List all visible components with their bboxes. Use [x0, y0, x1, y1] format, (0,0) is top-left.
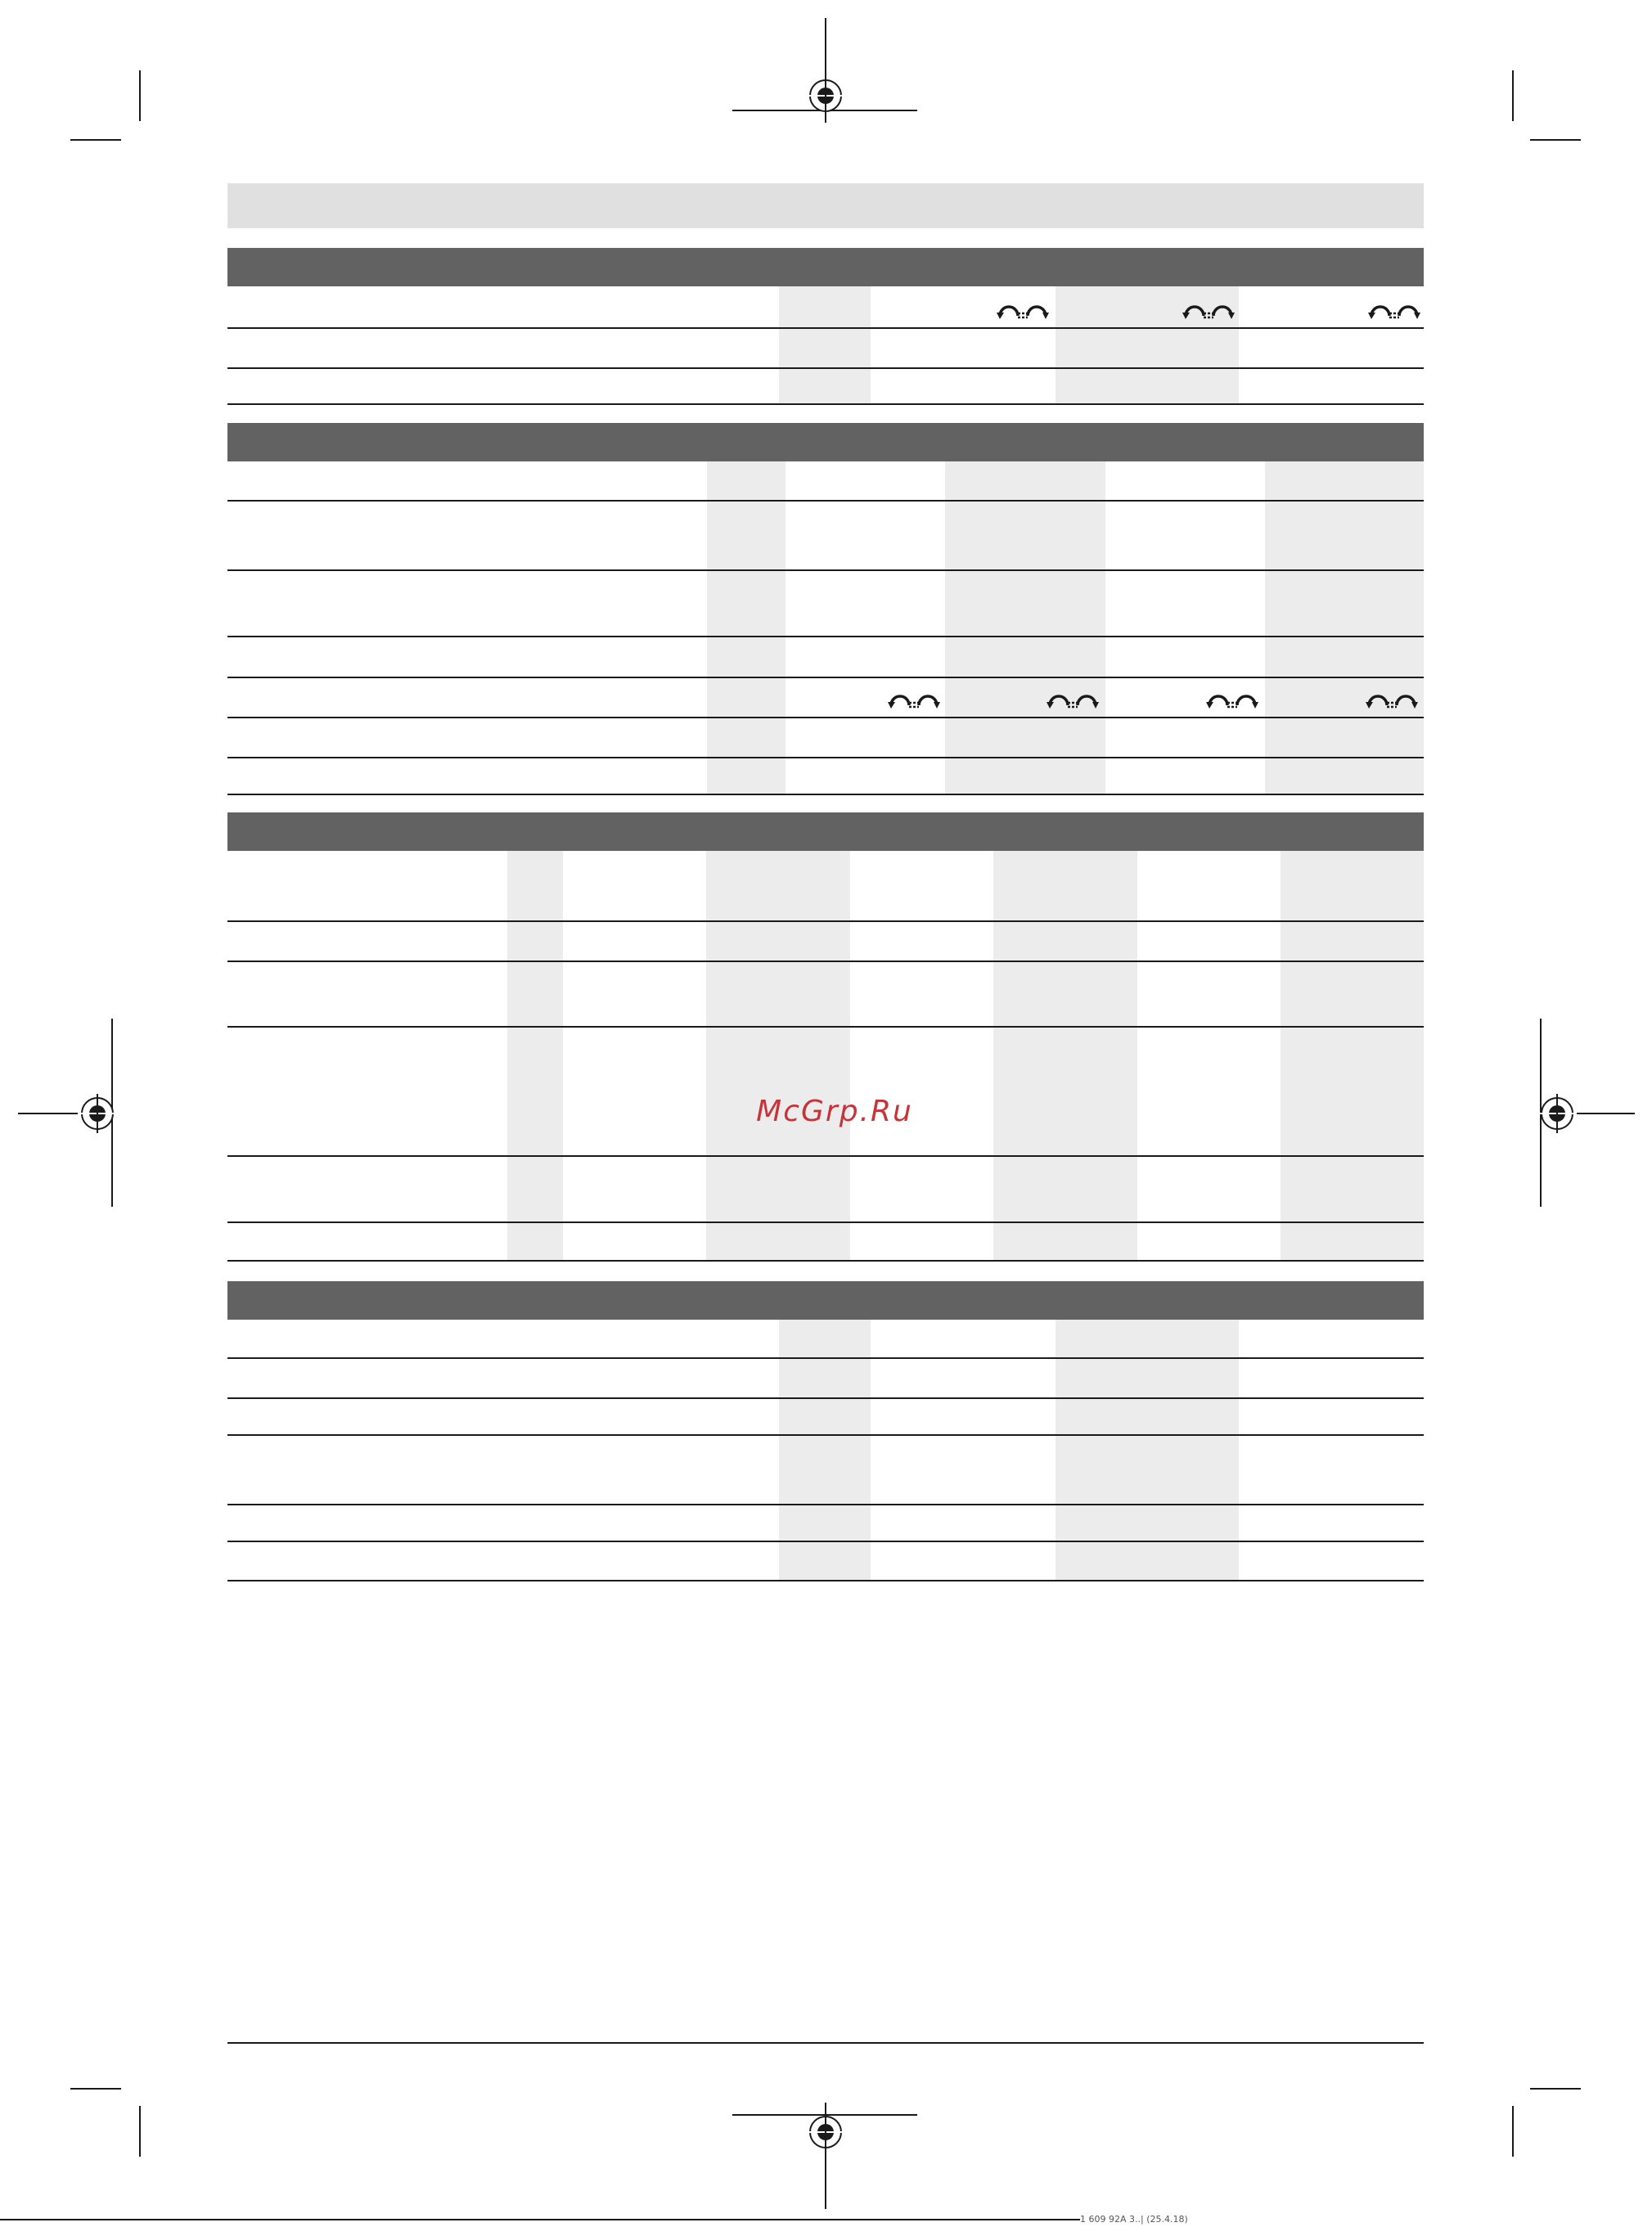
watermark: McGrp.Ru: [756, 1095, 913, 1128]
page-footer-rule: [227, 2042, 1424, 2044]
section-3-row-divider: [227, 961, 1424, 962]
crop-mark-bottom-left-h: [70, 2088, 121, 2090]
crop-mark-top-right-h: [1530, 139, 1581, 141]
section-4-row-divider: [227, 1397, 1424, 1399]
section-4-model-column-b: [1056, 1320, 1239, 1581]
section-4-row-divider: [227, 1504, 1424, 1505]
forward-reverse-rotation-icon: [995, 295, 1051, 321]
trim-strip: [0, 2219, 1080, 2220]
forward-reverse-rotation-icon: [1045, 684, 1101, 710]
section-3-unit-column: [507, 851, 563, 1262]
section-4-row-divider: [227, 1580, 1424, 1581]
section-4-row-divider: [227, 1434, 1424, 1436]
section-3-model-column-b: [706, 851, 850, 1262]
section-4-row-divider: [227, 1357, 1424, 1359]
registration-mark-top-icon: [809, 79, 842, 112]
crop-mark-top-left-h: [70, 139, 121, 141]
section-3-row-divider: [227, 1221, 1424, 1223]
page-title-band: [227, 183, 1424, 228]
section-3-row-divider: [227, 1155, 1424, 1157]
section-4-unit-column: [779, 1320, 871, 1581]
section-1-row-divider: [227, 403, 1424, 405]
section-1-row-divider: [227, 367, 1424, 369]
forward-reverse-rotation-icon: [1204, 684, 1260, 710]
section-1-header: [227, 248, 1424, 286]
registration-mark-right-icon: [1541, 1097, 1573, 1130]
crop-mark-top-left-v: [139, 70, 141, 121]
section-3-model-column-d: [993, 851, 1137, 1262]
crop-mark-bottom-right-v: [1512, 2106, 1514, 2157]
forward-reverse-rotation-icon: [886, 684, 942, 710]
footer-print-code: 1 609 92A 3..| (25.4.18): [1080, 2214, 1188, 2225]
section-2-row-divider: [227, 794, 1424, 795]
section-3-model-column-f: [1281, 851, 1424, 1262]
section-2-row-divider: [227, 636, 1424, 637]
section-4-row-divider: [227, 1541, 1424, 1542]
section-2-row-divider: [227, 500, 1424, 502]
section-2-row-divider: [227, 717, 1424, 718]
section-2-row-divider: [227, 757, 1424, 758]
crop-mark-bottom-right-h: [1530, 2088, 1581, 2090]
section-1-row-divider: [227, 327, 1424, 329]
crop-mark-top-right-v: [1512, 70, 1514, 121]
crop-mark-bottom-left-v: [139, 2106, 141, 2157]
section-2-model-column-d: [1265, 461, 1424, 795]
section-2-unit-column: [707, 461, 785, 795]
section-3-row-divider: [227, 1260, 1424, 1262]
section-2-model-column-b: [945, 461, 1105, 795]
section-3-header: [227, 812, 1424, 851]
forward-reverse-rotation-icon: [1181, 295, 1236, 321]
forward-reverse-rotation-icon: [1364, 684, 1420, 710]
section-4-header: [227, 1281, 1424, 1320]
section-1-unit-column: [779, 286, 871, 403]
section-3-row-divider: [227, 920, 1424, 922]
registration-mark-left-icon: [81, 1097, 114, 1130]
section-2-header: [227, 423, 1424, 461]
section-2-row-divider: [227, 677, 1424, 678]
forward-reverse-rotation-icon: [1366, 295, 1422, 321]
section-3-row-divider: [227, 1026, 1424, 1028]
registration-mark-bottom-icon: [809, 2116, 842, 2148]
section-2-row-divider: [227, 569, 1424, 571]
